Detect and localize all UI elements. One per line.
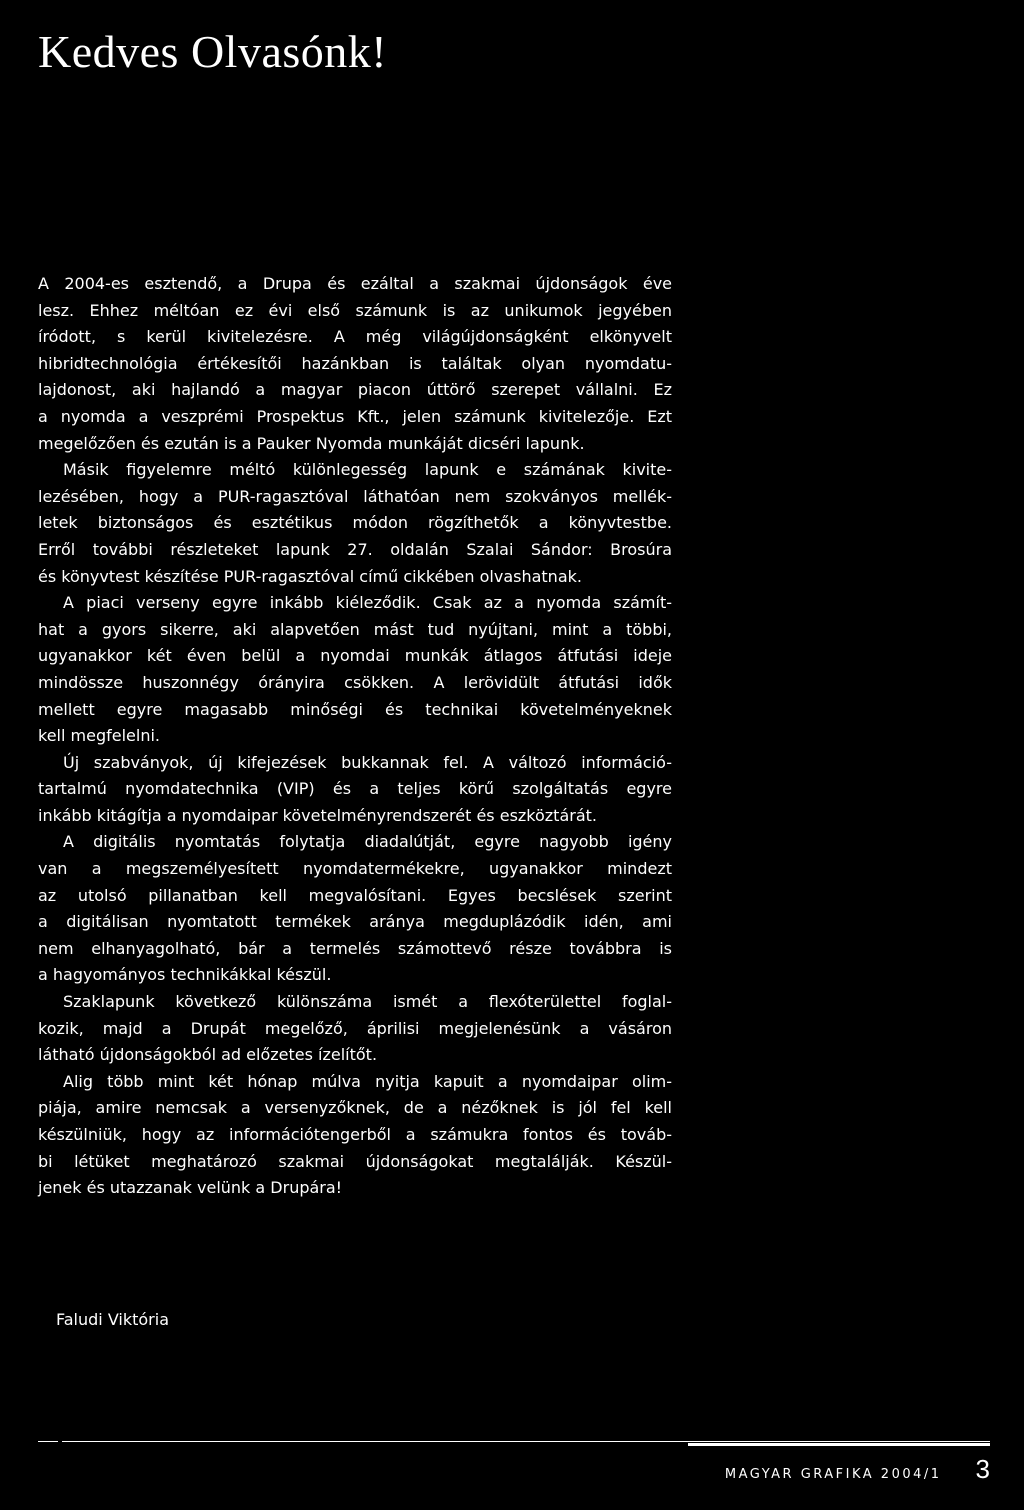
body-line: hibridtechnológia értékesítői hazánkban is találtak olyan nyomdatu- (38, 353, 672, 373)
body-line: a nyomda a veszprémi Prospektus Kft., jelen számunk kivitelezője. Ezt (38, 406, 672, 426)
body-line: A digitális nyomtatás folytatja diadalútját, egyre nagyobb igény (63, 832, 672, 852)
body-line: piája, amire nemcsak a versenyzőknek, de a nézőknek is jól fel kell (38, 1098, 672, 1118)
body-line: jenek és utazzanak velünk a Drupára! (38, 1178, 343, 1198)
body-line: Szaklapunk következő különszáma ismét a flexóterülettel foglal- (63, 992, 672, 1012)
body-line: inkább kitágítja a nyomdaipar követelményrendszerét és eszköztárát. (38, 805, 597, 825)
author-signature: Faludi Viktória (56, 1310, 170, 1329)
body-line: és könyvtest készítése PUR-ragasztóval című cikkében olvashatnak. (38, 566, 582, 586)
body-line: Erről további részleteket lapunk 27. oldalán Szalai Sándor: Brosúra (38, 539, 672, 559)
page-number: 3 (975, 1454, 990, 1484)
body-line: hat a gyors sikerre, aki alapvetően mást tud nyújtani, mint a többi, (38, 619, 672, 639)
body-line: ugyanakkor két éven belül a nyomdai munkák átlagos átfutási ideje (38, 646, 672, 666)
body-paragraph (38, 829, 672, 989)
page-footer (725, 1454, 990, 1485)
footer-rule-accent (688, 1443, 990, 1446)
body-line: az utolsó pillanatban kell megvalósítani. Egyes becslések szerint (38, 885, 672, 905)
footer-rule-short (38, 1441, 58, 1442)
body-line: készülniük, hogy az információtengerből a számukra fontos és továb- (38, 1125, 672, 1144)
body-paragraph (38, 989, 672, 1069)
body-line: megelőzően és ezután is a Pauker Nyomda munkáját dicséri lapunk. (38, 433, 585, 453)
body-line: Alig több mint két hónap múlva nyitja kapuit a nyomdaipar olim- (63, 1071, 672, 1091)
body-paragraph (38, 590, 672, 750)
body-line: lajdonost, aki hajlandó a magyar piacon úttörő szerepet vállalni. Ez (38, 380, 672, 400)
body-line: A 2004-es esztendő, a Drupa és ezáltal a szakmai újdonságok éve (38, 274, 672, 293)
body-paragraph (38, 271, 672, 457)
body-line: tartalmú nyomdatechnika (VIP) és a teljes körű szolgáltatás egyre (38, 779, 672, 799)
publication-label: MAGYAR GRAFIKA 2004/1 (724, 1467, 942, 1482)
body-line: Másik figyelemre méltó különlegesség lapunk e számának kivite- (63, 460, 672, 480)
body-line: bi létüket meghatározó szakmai újdonságokat megtalálják. Készül- (38, 1151, 672, 1171)
body-line: látható újdonságokból ad előzetes ízelítőt. (38, 1045, 378, 1065)
body-line: íródott, s kerül kivitelezésre. A még világújdonságként elkönyvelt (38, 327, 672, 347)
body-line: a hagyományos technikákkal készül. (38, 965, 332, 985)
body-line: mellett egyre magasabb minőségi és technikai követelményeknek (38, 699, 672, 719)
footer-rule (62, 1441, 990, 1442)
body-line: A piaci verseny egyre inkább kiéleződik. Csak az a nyomda számít- (63, 593, 672, 613)
body-line: kell megfelelni. (38, 726, 160, 746)
editorial-body (38, 271, 672, 1202)
body-line: lesz. Ehhez méltóan ez évi első számunk is az unikumok jegyében (38, 300, 672, 320)
body-paragraph (38, 1069, 672, 1202)
body-paragraph (38, 457, 672, 590)
body-line: nem elhanyagolható, bár a termelés számottevő része továbbra is (38, 938, 672, 958)
body-line: mindössze huszonnégy órányira csökken. A lerövidült átfutási idők (38, 672, 672, 692)
body-line: van a megszemélyesített nyomdatermékekre, ugyanakkor mindezt (38, 859, 672, 879)
page-title: Kedves Olvasónk! (38, 26, 388, 77)
body-line: a digitálisan nyomtatott termékek aránya megduplázódik idén, ami (38, 912, 672, 932)
body-line: kozik, majd a Drupát megelőző, áprilisi megjelenésünk a vásáron (38, 1018, 672, 1038)
body-line: lezésében, hogy a PUR-ragasztóval láthatóan nem szokványos mellék- (38, 486, 672, 506)
body-paragraph (38, 750, 672, 830)
body-line: letek biztonságos és esztétikus módon rögzíthetők a könyvtestbe. (38, 513, 672, 533)
body-line: Új szabványok, új kifejezések bukkannak fel. A változó információ- (63, 752, 672, 772)
